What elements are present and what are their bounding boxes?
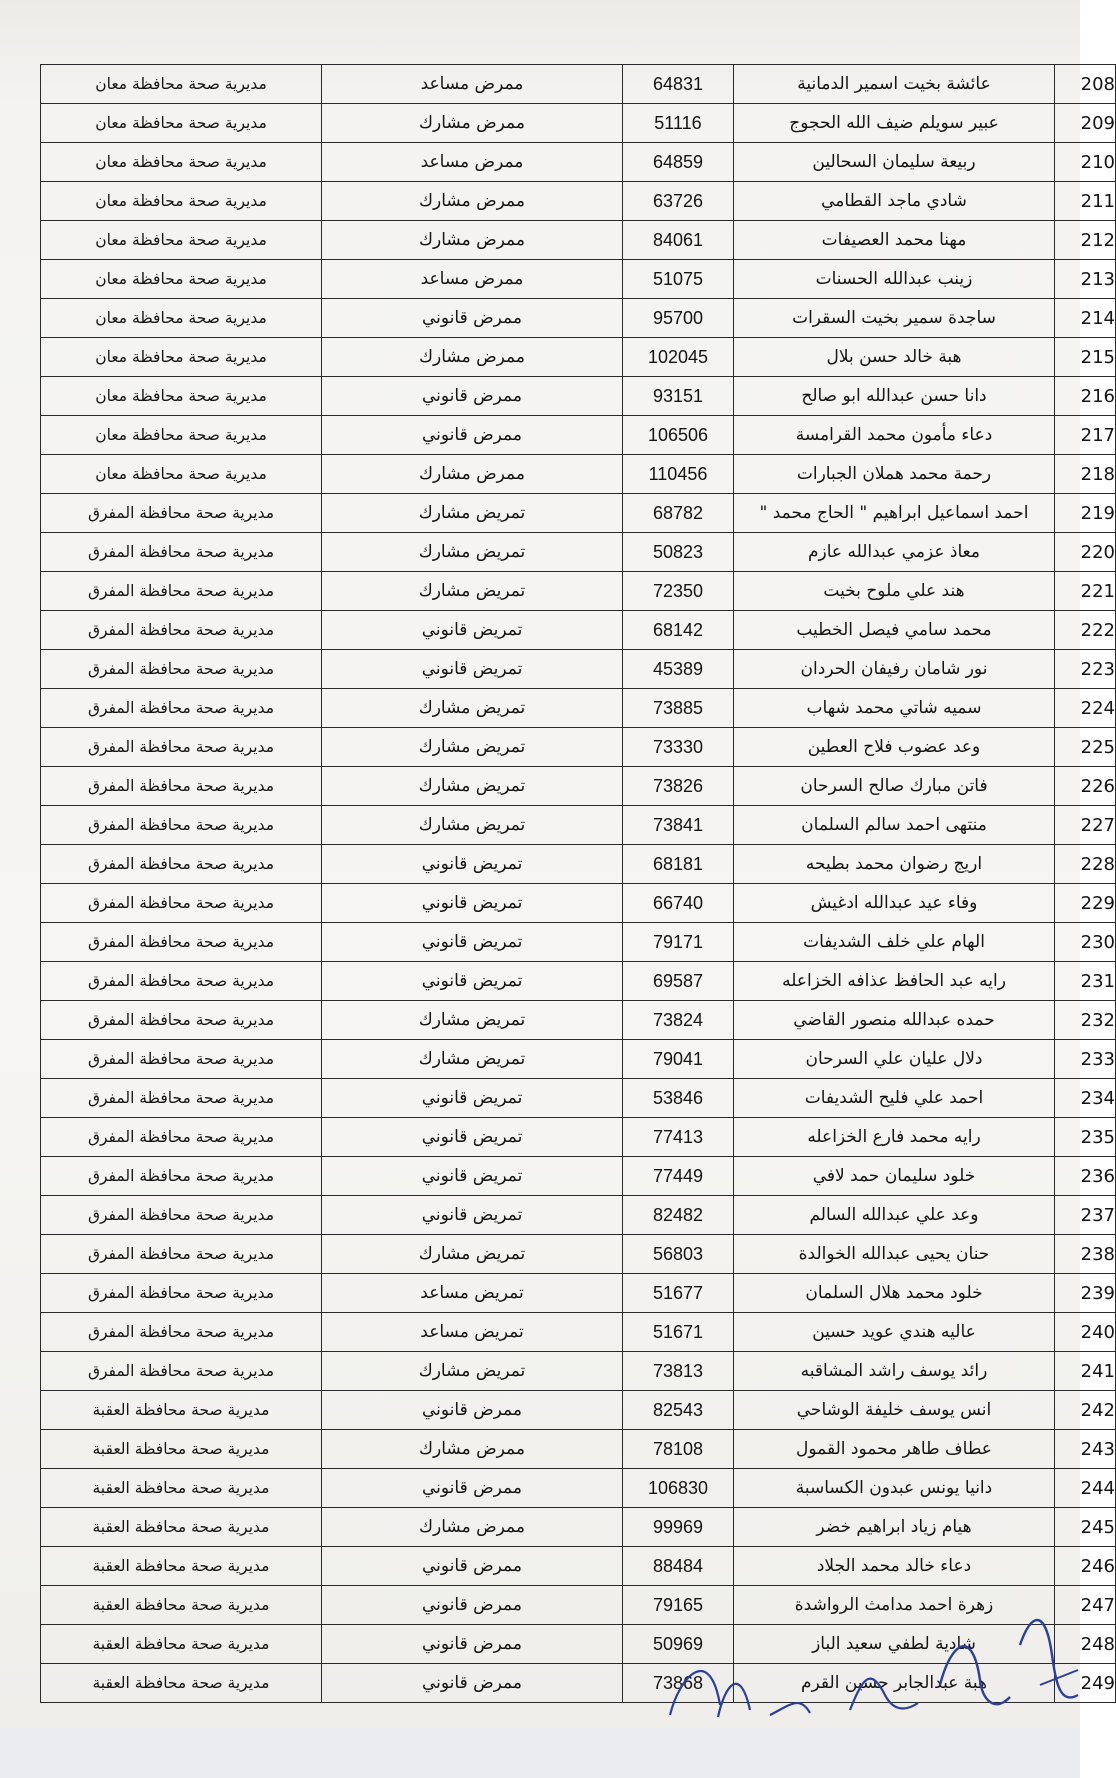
table-row [41, 1508, 1116, 1547]
employee-id-cell: 73813 [623, 1352, 734, 1391]
employee-id-cell: 99969 [623, 1508, 734, 1547]
table-row [41, 728, 1116, 767]
job-title-cell: تمريض مشارك [322, 1235, 623, 1274]
table-row [41, 494, 1116, 533]
row-number-cell: 236 [1055, 1157, 1116, 1196]
directorate-cell: مديرية صحة محافظة معان [41, 221, 322, 260]
directorate-cell: مديرية صحة محافظة العقبة [41, 1547, 322, 1586]
row-number-cell: 233 [1055, 1040, 1116, 1079]
directorate-cell: مديرية صحة محافظة العقبة [41, 1391, 322, 1430]
employee-id-cell: 68142 [623, 611, 734, 650]
row-number-cell: 239 [1055, 1274, 1116, 1313]
job-title-cell: ممرض مشارك [322, 338, 623, 377]
employee-id-cell: 72350 [623, 572, 734, 611]
table-row [41, 299, 1116, 338]
table-row [41, 806, 1116, 845]
row-number-cell: 211 [1055, 182, 1116, 221]
row-number-cell: 230 [1055, 923, 1116, 962]
table-row [41, 1040, 1116, 1079]
employee-name-cell: زينب عبدالله الحسنات [734, 260, 1055, 299]
employee-id-cell: 82482 [623, 1196, 734, 1235]
employee-id-cell: 82543 [623, 1391, 734, 1430]
job-title-cell: تمريض مشارك [322, 689, 623, 728]
job-title-cell: ممرض مساعد [322, 260, 623, 299]
job-title-cell: ممرض مشارك [322, 182, 623, 221]
row-number-cell: 244 [1055, 1469, 1116, 1508]
row-number-cell: 223 [1055, 650, 1116, 689]
employee-name-cell: احمد علي فليح الشديفات [734, 1079, 1055, 1118]
row-number-cell: 229 [1055, 884, 1116, 923]
employee-id-cell: 73885 [623, 689, 734, 728]
row-number-cell: 237 [1055, 1196, 1116, 1235]
row-number-cell: 249 [1055, 1664, 1116, 1703]
employee-name-cell: فاتن مبارك صالح السرحان [734, 767, 1055, 806]
employee-name-cell: اريج رضوان محمد بطيحه [734, 845, 1055, 884]
job-title-cell: ممرض مساعد [322, 143, 623, 182]
job-title-cell: تمريض مشارك [322, 572, 623, 611]
directorate-cell: مديرية صحة محافظة العقبة [41, 1469, 322, 1508]
row-number-cell: 228 [1055, 845, 1116, 884]
table-row [41, 1157, 1116, 1196]
table-row [41, 1118, 1116, 1157]
job-title-cell: تمريض قانوني [322, 1157, 623, 1196]
employee-id-cell: 79041 [623, 1040, 734, 1079]
job-title-cell: تمريض قانوني [322, 650, 623, 689]
table-row [41, 1079, 1116, 1118]
directorate-cell: مديرية صحة محافظة المفرق [41, 728, 322, 767]
employee-id-cell: 110456 [623, 455, 734, 494]
table-row [41, 182, 1116, 221]
handwritten-signature [600, 1585, 1080, 1728]
employee-id-cell: 51075 [623, 260, 734, 299]
table-row [41, 1235, 1116, 1274]
job-title-cell: تمريض مشارك [322, 1040, 623, 1079]
table-row [41, 260, 1116, 299]
directorate-cell: مديرية صحة محافظة المفرق [41, 1040, 322, 1079]
job-title-cell: ممرض مساعد [322, 65, 623, 104]
employee-name-cell: رحمة محمد هملان الجبارات [734, 455, 1055, 494]
table-row [41, 1001, 1116, 1040]
directorate-cell: مديرية صحة محافظة معان [41, 377, 322, 416]
table-row [41, 1352, 1116, 1391]
employee-id-cell: 64859 [623, 143, 734, 182]
table-row [41, 572, 1116, 611]
row-number-cell: 238 [1055, 1235, 1116, 1274]
directorate-cell: مديرية صحة محافظة المفرق [41, 1235, 322, 1274]
employee-name-cell: دعاء خالد محمد الجلاد [734, 1547, 1055, 1586]
employee-id-cell: 102045 [623, 338, 734, 377]
row-number-cell: 231 [1055, 962, 1116, 1001]
employee-name-cell: عبير سويلم ضيف الله الحجوج [734, 104, 1055, 143]
employee-id-cell: 95700 [623, 299, 734, 338]
directorate-cell: مديرية صحة محافظة المفرق [41, 884, 322, 923]
table-row [41, 962, 1116, 1001]
employee-name-cell: شادية لطفي سعيد الباز [734, 1625, 1055, 1664]
employee-name-cell: الهام علي خلف الشديفات [734, 923, 1055, 962]
directorate-cell: مديرية صحة محافظة المفرق [41, 533, 322, 572]
row-number-cell: 222 [1055, 611, 1116, 650]
directorate-cell: مديرية صحة محافظة المفرق [41, 1079, 322, 1118]
employee-name-cell: وعد علي عبدالله السالم [734, 1196, 1055, 1235]
directorate-cell: مديرية صحة محافظة المفرق [41, 1118, 322, 1157]
table-row [41, 1547, 1116, 1586]
directorate-cell: مديرية صحة محافظة العقبة [41, 1508, 322, 1547]
employee-id-cell: 73330 [623, 728, 734, 767]
employee-id-cell: 79165 [623, 1586, 734, 1625]
directorate-cell: مديرية صحة محافظة العقبة [41, 1664, 322, 1703]
row-number-cell: 245 [1055, 1508, 1116, 1547]
row-number-cell: 242 [1055, 1391, 1116, 1430]
bottom-margin [0, 1728, 1080, 1778]
employee-name-cell: خلود محمد هلال السلمان [734, 1274, 1055, 1313]
job-title-cell: ممرض قانوني [322, 1391, 623, 1430]
staff-table-body [41, 65, 1116, 1703]
directorate-cell: مديرية صحة محافظة معان [41, 299, 322, 338]
job-title-cell: تمريض مشارك [322, 1001, 623, 1040]
row-number-cell: 213 [1055, 260, 1116, 299]
job-title-cell: تمريض مشارك [322, 806, 623, 845]
staff-table [40, 64, 1116, 1703]
employee-name-cell: نور شامان رفيفان الحردان [734, 650, 1055, 689]
job-title-cell: ممرض قانوني [322, 1625, 623, 1664]
table-row [41, 338, 1116, 377]
employee-id-cell: 56803 [623, 1235, 734, 1274]
row-number-cell: 240 [1055, 1313, 1116, 1352]
directorate-cell: مديرية صحة محافظة المفرق [41, 1352, 322, 1391]
directorate-cell: مديرية صحة محافظة معان [41, 338, 322, 377]
job-title-cell: تمريض قانوني [322, 1118, 623, 1157]
employee-name-cell: هند علي ملوح بخيت [734, 572, 1055, 611]
job-title-cell: تمريض قانوني [322, 845, 623, 884]
row-number-cell: 227 [1055, 806, 1116, 845]
job-title-cell: ممرض قانوني [322, 1664, 623, 1703]
directorate-cell: مديرية صحة محافظة العقبة [41, 1586, 322, 1625]
row-number-cell: 246 [1055, 1547, 1116, 1586]
job-title-cell: ممرض قانوني [322, 377, 623, 416]
directorate-cell: مديرية صحة محافظة المفرق [41, 767, 322, 806]
employee-id-cell: 68782 [623, 494, 734, 533]
directorate-cell: مديرية صحة محافظة المفرق [41, 1157, 322, 1196]
row-number-cell: 216 [1055, 377, 1116, 416]
row-number-cell: 247 [1055, 1586, 1116, 1625]
directorate-cell: مديرية صحة محافظة المفرق [41, 923, 322, 962]
job-title-cell: تمريض قانوني [322, 962, 623, 1001]
employee-name-cell: عائشة بخيت اسمير الدمانية [734, 65, 1055, 104]
job-title-cell: تمريض قانوني [322, 923, 623, 962]
employee-id-cell: 73826 [623, 767, 734, 806]
table-row [41, 611, 1116, 650]
directorate-cell: مديرية صحة محافظة معان [41, 455, 322, 494]
job-title-cell: تمريض قانوني [322, 611, 623, 650]
job-title-cell: ممرض قانوني [322, 299, 623, 338]
employee-id-cell: 64831 [623, 65, 734, 104]
employee-name-cell: عطاف طاهر محمود القمول [734, 1430, 1055, 1469]
table-row [41, 377, 1116, 416]
row-number-cell: 234 [1055, 1079, 1116, 1118]
job-title-cell: ممرض قانوني [322, 1469, 623, 1508]
employee-id-cell: 51671 [623, 1313, 734, 1352]
table-row [41, 1196, 1116, 1235]
job-title-cell: تمريض مشارك [322, 728, 623, 767]
employee-name-cell: مهنا محمد العصيفات [734, 221, 1055, 260]
directorate-cell: مديرية صحة محافظة المفرق [41, 1001, 322, 1040]
employee-name-cell: وعد عضوب فلاح العطين [734, 728, 1055, 767]
row-number-cell: 241 [1055, 1352, 1116, 1391]
employee-name-cell: شادي ماجد القطامي [734, 182, 1055, 221]
job-title-cell: تمريض مشارك [322, 767, 623, 806]
employee-name-cell: هيام زياد ابراهيم خضر [734, 1508, 1055, 1547]
job-title-cell: تمريض مساعد [322, 1274, 623, 1313]
employee-id-cell: 77413 [623, 1118, 734, 1157]
directorate-cell: مديرية صحة محافظة العقبة [41, 1430, 322, 1469]
job-title-cell: ممرض مشارك [322, 104, 623, 143]
row-number-cell: 226 [1055, 767, 1116, 806]
employee-name-cell: دانيا يونس عبدون الكساسبة [734, 1469, 1055, 1508]
table-row [41, 923, 1116, 962]
table-row [41, 104, 1116, 143]
directorate-cell: مديرية صحة محافظة المفرق [41, 650, 322, 689]
employee-id-cell: 106506 [623, 416, 734, 455]
row-number-cell: 208 [1055, 65, 1116, 104]
row-number-cell: 225 [1055, 728, 1116, 767]
employee-name-cell: زهرة احمد مدامث الرواشدة [734, 1586, 1055, 1625]
row-number-cell: 235 [1055, 1118, 1116, 1157]
table-row [41, 1313, 1116, 1352]
employee-name-cell: سميه شاتي محمد شهاب [734, 689, 1055, 728]
employee-id-cell: 50969 [623, 1625, 734, 1664]
table-row [41, 767, 1116, 806]
employee-id-cell: 51116 [623, 104, 734, 143]
directorate-cell: مديرية صحة محافظة معان [41, 260, 322, 299]
job-title-cell: تمريض قانوني [322, 884, 623, 923]
employee-id-cell: 69587 [623, 962, 734, 1001]
employee-id-cell: 66740 [623, 884, 734, 923]
table-row [41, 416, 1116, 455]
directorate-cell: مديرية صحة محافظة المفرق [41, 572, 322, 611]
row-number-cell: 224 [1055, 689, 1116, 728]
row-number-cell: 212 [1055, 221, 1116, 260]
employee-id-cell: 73841 [623, 806, 734, 845]
directorate-cell: مديرية صحة محافظة المفرق [41, 1313, 322, 1352]
job-title-cell: ممرض قانوني [322, 1547, 623, 1586]
table-row [41, 143, 1116, 182]
table-row [41, 1391, 1116, 1430]
employee-name-cell: وفاء عيد عبدالله ادغيش [734, 884, 1055, 923]
employee-name-cell: عاليه هندي عويد حسين [734, 1313, 1055, 1352]
employee-name-cell: محمد سامي فيصل الخطيب [734, 611, 1055, 650]
row-number-cell: 248 [1055, 1625, 1116, 1664]
row-number-cell: 232 [1055, 1001, 1116, 1040]
table-row [41, 221, 1116, 260]
employee-name-cell: هبة عبدالجابر حسين القرم [734, 1664, 1055, 1703]
table-row [41, 650, 1116, 689]
employee-name-cell: حنان يحيى عبدالله الخوالدة [734, 1235, 1055, 1274]
row-number-cell: 243 [1055, 1430, 1116, 1469]
job-title-cell: ممرض مشارك [322, 1508, 623, 1547]
table-row [41, 845, 1116, 884]
employee-id-cell: 51677 [623, 1274, 734, 1313]
employee-name-cell: انس يوسف خليفة الوشاحي [734, 1391, 1055, 1430]
directorate-cell: مديرية صحة محافظة معان [41, 416, 322, 455]
directorate-cell: مديرية صحة محافظة المفرق [41, 806, 322, 845]
employee-id-cell: 53846 [623, 1079, 734, 1118]
table-row [41, 533, 1116, 572]
row-number-cell: 214 [1055, 299, 1116, 338]
employee-id-cell: 50823 [623, 533, 734, 572]
directorate-cell: مديرية صحة محافظة المفرق [41, 962, 322, 1001]
directorate-cell: مديرية صحة محافظة المفرق [41, 611, 322, 650]
directorate-cell: مديرية صحة محافظة المفرق [41, 845, 322, 884]
employee-name-cell: ساجدة سمير بخيت السقرات [734, 299, 1055, 338]
directorate-cell: مديرية صحة محافظة معان [41, 182, 322, 221]
employee-id-cell: 88484 [623, 1547, 734, 1586]
row-number-cell: 219 [1055, 494, 1116, 533]
employee-id-cell: 73824 [623, 1001, 734, 1040]
job-title-cell: تمريض مساعد [322, 1313, 623, 1352]
employee-name-cell: رائد يوسف راشد المشاقبه [734, 1352, 1055, 1391]
directorate-cell: مديرية صحة محافظة العقبة [41, 1625, 322, 1664]
job-title-cell: تمريض مشارك [322, 494, 623, 533]
job-title-cell: ممرض مشارك [322, 1430, 623, 1469]
table-row [41, 1469, 1116, 1508]
directorate-cell: مديرية صحة محافظة معان [41, 65, 322, 104]
employee-name-cell: خلود سليمان حمد لافي [734, 1157, 1055, 1196]
row-number-cell: 217 [1055, 416, 1116, 455]
employee-id-cell: 78108 [623, 1430, 734, 1469]
table-row [41, 1430, 1116, 1469]
employee-name-cell: دعاء مأمون محمد القرامسة [734, 416, 1055, 455]
employee-id-cell: 73868 [623, 1664, 734, 1703]
employee-id-cell: 45389 [623, 650, 734, 689]
table-row [41, 1274, 1116, 1313]
employee-id-cell: 77449 [623, 1157, 734, 1196]
directorate-cell: مديرية صحة محافظة معان [41, 143, 322, 182]
employee-id-cell: 84061 [623, 221, 734, 260]
employee-name-cell: ربيعة سليمان السحالين [734, 143, 1055, 182]
job-title-cell: تمريض مشارك [322, 1352, 623, 1391]
row-number-cell: 209 [1055, 104, 1116, 143]
table-row [41, 689, 1116, 728]
job-title-cell: ممرض قانوني [322, 416, 623, 455]
employee-id-cell: 93151 [623, 377, 734, 416]
employee-name-cell: رايه محمد فارع الخزاعله [734, 1118, 1055, 1157]
employee-id-cell: 79171 [623, 923, 734, 962]
row-number-cell: 210 [1055, 143, 1116, 182]
table-row [41, 65, 1116, 104]
job-title-cell: تمريض قانوني [322, 1196, 623, 1235]
directorate-cell: مديرية صحة محافظة المفرق [41, 494, 322, 533]
row-number-cell: 215 [1055, 338, 1116, 377]
job-title-cell: تمريض قانوني [322, 1079, 623, 1118]
directorate-cell: مديرية صحة محافظة المفرق [41, 1274, 322, 1313]
row-number-cell: 221 [1055, 572, 1116, 611]
table-row [41, 884, 1116, 923]
table-row [41, 455, 1116, 494]
employee-name-cell: احمد اسماعيل ابراهيم " الحاج محمد " [734, 494, 1055, 533]
employee-id-cell: 106830 [623, 1469, 734, 1508]
job-title-cell: تمريض مشارك [322, 533, 623, 572]
job-title-cell: ممرض مشارك [322, 221, 623, 260]
directorate-cell: مديرية صحة محافظة المفرق [41, 1196, 322, 1235]
employee-name-cell: منتهى احمد سالم السلمان [734, 806, 1055, 845]
employee-name-cell: معاذ عزمي عبدالله عازم [734, 533, 1055, 572]
directorate-cell: مديرية صحة محافظة معان [41, 104, 322, 143]
employee-name-cell: هبة خالد حسن بلال [734, 338, 1055, 377]
employee-id-cell: 63726 [623, 182, 734, 221]
employee-name-cell: حمده عبدالله منصور القاضي [734, 1001, 1055, 1040]
employee-id-cell: 68181 [623, 845, 734, 884]
row-number-cell: 218 [1055, 455, 1116, 494]
directorate-cell: مديرية صحة محافظة المفرق [41, 689, 322, 728]
employee-name-cell: دانا حسن عبدالله ابو صالح [734, 377, 1055, 416]
job-title-cell: ممرض قانوني [322, 1586, 623, 1625]
row-number-cell: 220 [1055, 533, 1116, 572]
employee-name-cell: رايه عبد الحافظ عذافه الخزاعله [734, 962, 1055, 1001]
job-title-cell: ممرض مشارك [322, 455, 623, 494]
employee-name-cell: دلال عليان علي السرحان [734, 1040, 1055, 1079]
